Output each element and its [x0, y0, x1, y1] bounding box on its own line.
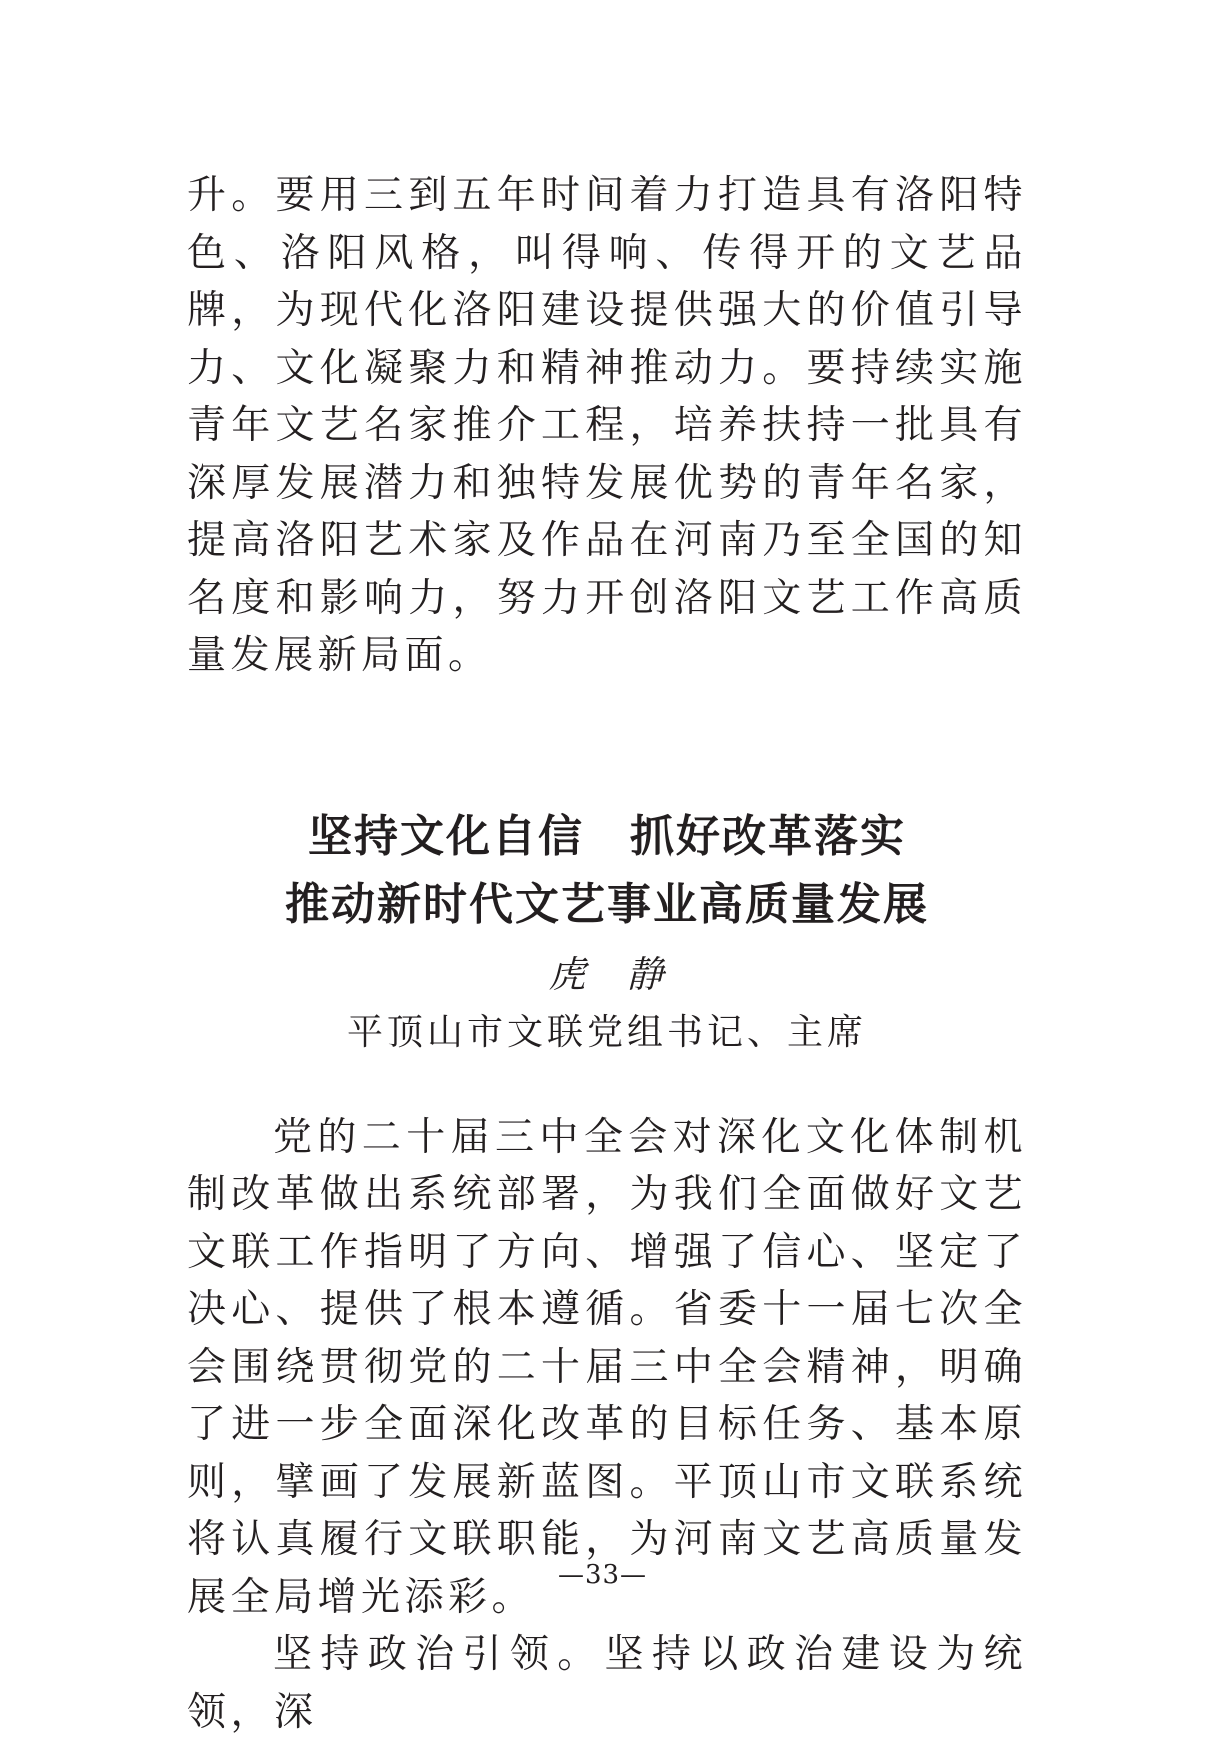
page-number: —33—	[557, 1560, 648, 1590]
section-gap	[187, 685, 1027, 803]
article-header	[187, 803, 1027, 1063]
article-title-line-2: 推动新时代文艺事业高质量发展	[285, 878, 929, 930]
body-paragraph: 党的二十届三中全会对深化文化体制机制改革做出系统部署，为我们全面做好文艺文联工作指明了方向、增强了信心、坚定了决心、提供了根本遵循。省委十一届七次全会围绕贯彻党的二十届三中全会精神，明确了进一步全面深化改革的目标任务、基本原则，擘画了发展新蓝图。平顶山市文联系统将认真履行文联职能，为河南文艺高质量发展全局增光添彩。	[187, 1114, 1027, 1620]
article-author: 虎 静	[548, 952, 666, 996]
page-content	[187, 167, 1027, 1741]
article-author-affiliation: 平顶山市文联党组书记、主席	[346, 1011, 867, 1053]
article-title-line-1: 坚持文化自信 抓好改革落实	[308, 810, 906, 862]
intro-paragraph: 升。要用三到五年时间着力打造具有洛阳特色、洛阳风格，叫得响、传得开的文艺品牌，为现代化洛阳建设提供强大的价值引导力、文化凝聚力和精神推动力。要持续实施青年文艺名家推介工程，培养扶持一批具有深厚发展潜力和独特发展优势的青年名家，提高洛阳艺术家及作品在河南乃至全国的知名度和影响力，努力开创洛阳文艺工作高质量发展新局面。	[187, 173, 1027, 678]
header-gap	[187, 1063, 1027, 1109]
body-paragraph: 坚持政治引领。坚持以政治建设为统领，深	[187, 1632, 1027, 1735]
